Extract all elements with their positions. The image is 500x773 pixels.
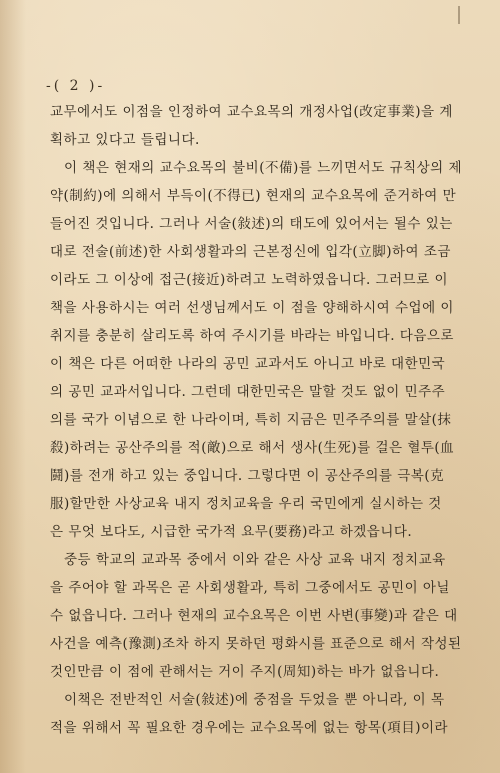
text-line: 취지를 충분히 살리도록 하여 주시기를 바라는 바입니다. 다음으로 xyxy=(50,328,454,344)
text-line: 이책은 전반적인 서술(敍述)에 중점을 두었을 뿐 아니라, 이 목 xyxy=(64,692,445,708)
text-line: 이 책은 현재의 교수요목의 불비(不備)를 느끼면서도 규칙상의 제 xyxy=(64,160,463,176)
text-line: 획하고 있다고 들립니다. xyxy=(50,132,200,148)
page-number: -( 2 )- xyxy=(46,78,106,94)
text-line: 이라도 그 이상에 접근(接近)하려고 노력하였읍니다. 그러므로 이 xyxy=(50,272,449,288)
text-line: 교무에서도 이점을 인정하여 교수요목의 개정사업(改定事業)을 계 xyxy=(50,104,453,120)
text-line: 책을 사용하시는 여러 선생님께서도 이 점을 양해하시여 수업에 이 xyxy=(50,300,454,316)
text-line: 적을 위해서 꼭 필요한 경우에는 교수요목에 없는 항목(項目)이라 xyxy=(50,720,449,736)
page-edge-shadow xyxy=(0,0,26,773)
text-line: 은 무엇 보다도, 시급한 국가적 요무(要務)라고 하겠읍니다. xyxy=(50,524,413,540)
text-line: 의를 국가 이념으로 한 나라이며, 특히 지금은 민주주의를 말살(抹 xyxy=(50,412,452,428)
text-line: 중등 학교의 교과목 중에서 이와 같은 사상 교육 내지 정치교육 xyxy=(64,552,446,568)
text-line: 鬪)를 전개 하고 있는 중입니다. 그렇다면 이 공산주의를 극복(克 xyxy=(50,468,445,484)
text-line: 들어진 것입니다. 그러나 서술(敍述)의 태도에 있어서는 될수 있는 xyxy=(50,216,453,232)
text-line: 이 책은 다른 어떠한 나라의 공민 교과서도 아니고 바로 대한민국 xyxy=(50,356,446,372)
text-line: 사건을 예측(豫測)조차 하지 못하던 평화시를 표준으로 해서 작성된 xyxy=(50,636,462,652)
text-line: 服)할만한 사상교육 내지 정치교육을 우리 국민에게 실시하는 것 xyxy=(50,496,442,512)
page-mark xyxy=(458,6,460,24)
text-line: 殺)하려는 공산주의를 적(敵)으로 해서 생사(生死)를 걸은 혈투(血 xyxy=(50,440,455,456)
text-line: 수 없읍니다. 그러나 현재의 교수요목은 이번 사변(事變)과 같은 대 xyxy=(50,608,458,624)
text-line: 것인만큼 이 점에 관해서는 거이 주지(周知)하는 바가 없읍니다. xyxy=(50,664,440,680)
text-line: 을 주어야 할 과목은 곧 사회생활과, 특히 그중에서도 공민이 아닐 xyxy=(50,580,450,596)
text-line: 약(制約)에 의해서 부득이(不得已) 현재의 교수요목에 준거하여 만 xyxy=(50,188,457,204)
text-line: 대로 전술(前述)한 사회생활과의 근본정신에 입각(立脚)하여 조금 xyxy=(50,244,451,260)
text-line: 의 공민 교과서입니다. 그런데 대한민국은 말할 것도 없이 민주주 xyxy=(50,384,446,400)
body-text xyxy=(50,98,470,742)
